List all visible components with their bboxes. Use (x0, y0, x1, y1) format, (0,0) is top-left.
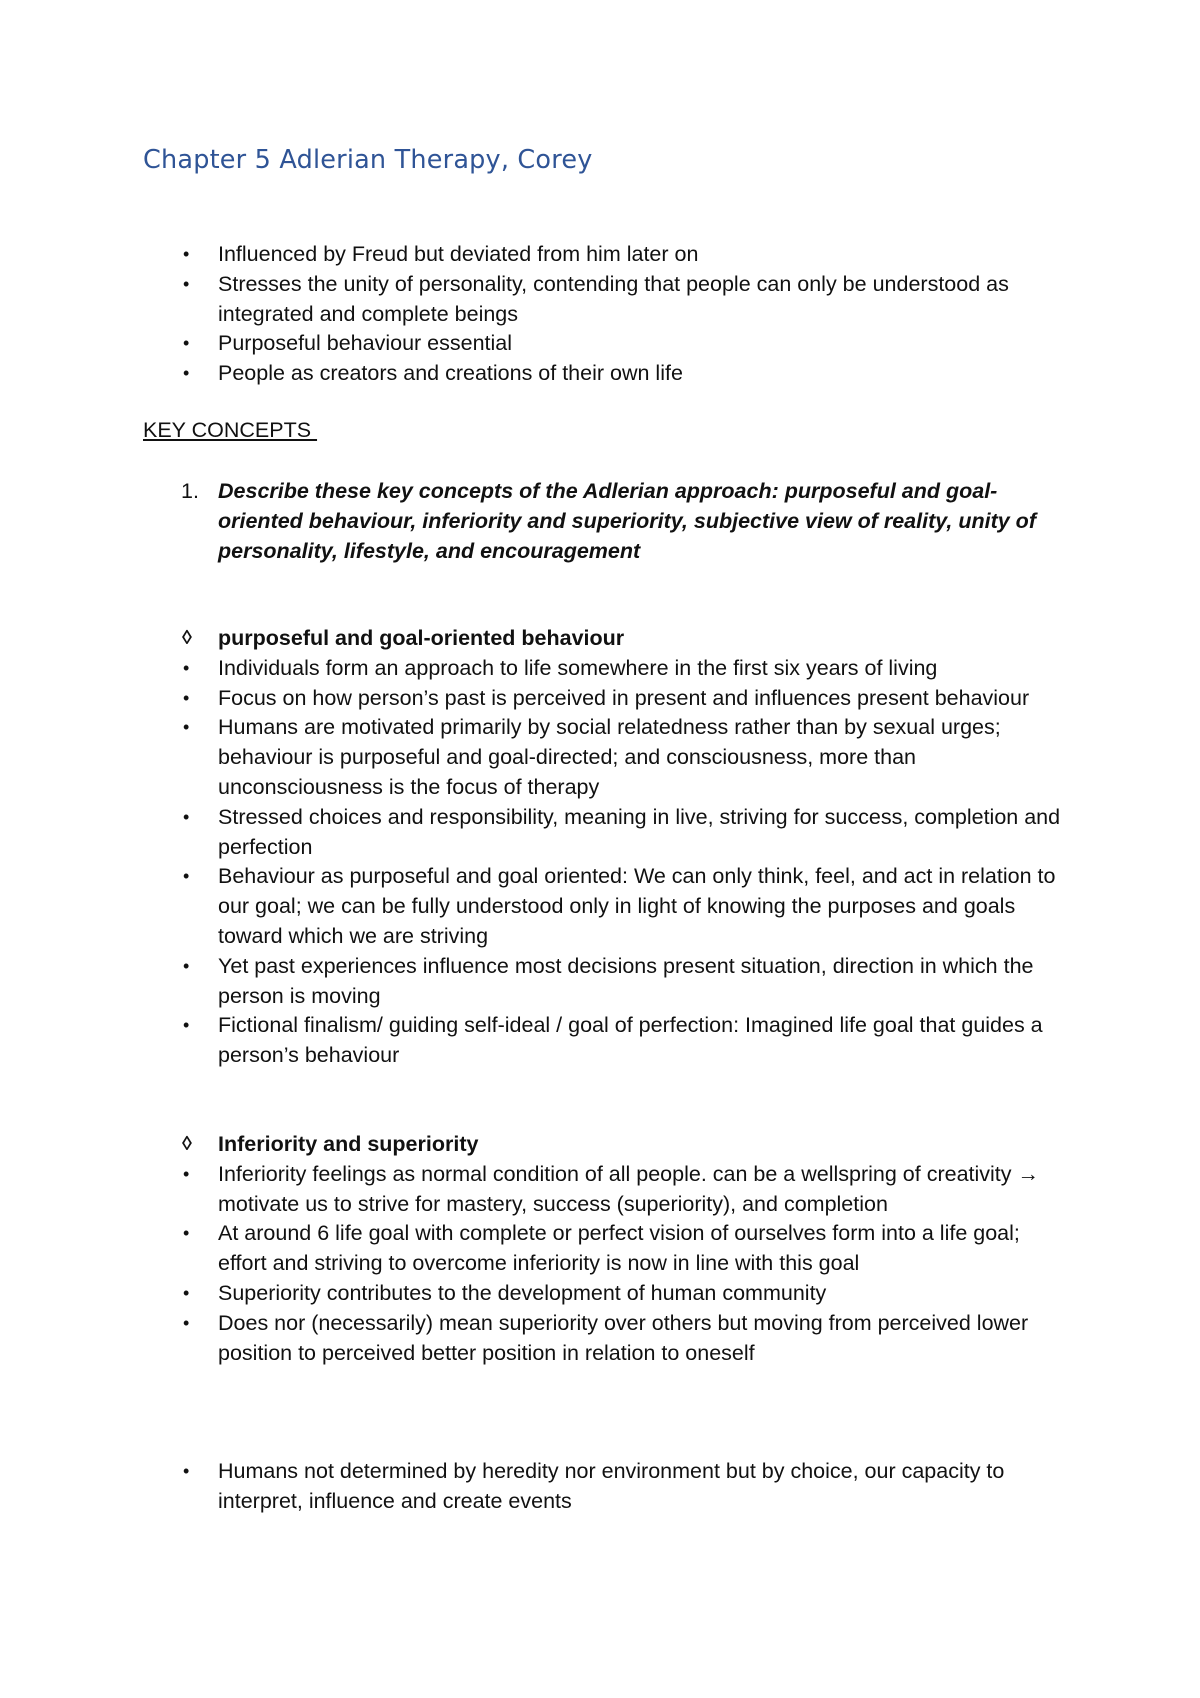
section-heading-key-concepts: KEY CONCEPTS (143, 418, 318, 442)
list-item-text: Behaviour as purposeful and goal oriented: We can only think, feel, and act in relation to our goal; we can be fully understood only in light of knowing the purposes and goals toward which we are striving (218, 864, 1056, 948)
bullet-icon: • (183, 333, 190, 354)
bullet-icon: • (183, 244, 190, 264)
list-item-text: Purposeful behaviour essential (218, 331, 513, 356)
list-item-text: Influenced by Freud but deviated from him later on (218, 242, 699, 266)
list-item-text: At around 6 life goal with complete or perfect vision of ourselves form into a life goal; effort and striving to overcome inferiority is now in line with this goal (218, 1221, 1020, 1276)
list-item (0, 684, 1073, 714)
section-heading-inferiority (0, 1130, 1073, 1160)
list-item-text: Fictional finalism/ guiding self-ideal / goal of perfection: Imagined life goal that guides a person’s behaviour (218, 1013, 1043, 1068)
list-item (0, 240, 1073, 270)
diamond-icon: ◊ (182, 627, 192, 649)
list-item-text: Humans not determined by heredity nor environment but by choice, our capacity to interpret, influence and create events (218, 1459, 1005, 1513)
list-item (0, 359, 1073, 389)
list-item (0, 1160, 1073, 1220)
list-item-text: Focus on how person’s past is perceived in present and influences present behaviour (218, 685, 1030, 710)
list-item (0, 1309, 1073, 1369)
list-item-text: Inferiority feelings as normal condition of all people. can be a wellspring of creativity → motivate us to strive for mastery, success (superiority), and completion (218, 1161, 1039, 1216)
numbered-item-text: Describe these key concepts of the Adlerian approach: purposeful and goal-oriented behaviour, inferiority and superiority, subjective view of reality, unity of personality, lifestyle, and encouragement (218, 479, 1036, 563)
bullet-icon: • (183, 955, 190, 976)
list-item (0, 1219, 1073, 1279)
bullet-icon: • (183, 1282, 190, 1303)
list-item-text: Stresses the unity of personality, contending that people can only be understood as integrated and complete beings (218, 271, 1009, 326)
bullet-icon: • (183, 657, 190, 678)
list-item (0, 270, 1073, 330)
section-heading-text: Inferiority and superiority (218, 1132, 479, 1156)
bullet-icon: • (183, 1223, 190, 1244)
section-heading-text: purposeful and goal-oriented behaviour (218, 626, 625, 650)
list-item-text: Does nor (necessarily) mean superiority over others but moving from perceived lower position to perceived better position in relation to oneself (218, 1310, 1029, 1365)
list-item (0, 803, 1073, 863)
final-bullet-list (0, 1457, 1073, 1517)
intro-bullet-list (0, 240, 1073, 389)
list-item (0, 1457, 1073, 1517)
list-item-text: Yet past experiences influence most decisions present situation, direction in which the person is moving (218, 953, 1034, 1008)
list-item (0, 329, 1073, 359)
numbered-item (0, 477, 1078, 566)
bullet-icon: • (183, 806, 190, 827)
list-item (0, 713, 1073, 802)
bullet-icon: • (183, 866, 190, 887)
bullet-icon: • (183, 687, 190, 708)
bullet-icon: • (183, 717, 190, 738)
page-title: Chapter 5 Adlerian Therapy, Corey (143, 145, 593, 175)
list-item-text: People as creators and creations of their own life (218, 361, 683, 386)
list-item (0, 862, 1073, 951)
bullet-icon: • (183, 1461, 190, 1481)
section-heading-purposeful (0, 624, 1073, 654)
diamond-icon: ◊ (182, 1133, 192, 1155)
bullet-icon: • (183, 1015, 190, 1036)
item-number: 1. (181, 479, 199, 503)
list-item (0, 1279, 1073, 1309)
bullet-icon: • (183, 363, 190, 384)
list-item (0, 1011, 1073, 1071)
section-purposeful-list (0, 624, 1073, 1071)
section-inferiority-list (0, 1130, 1073, 1368)
bullet-icon: • (183, 273, 190, 294)
bullet-icon: • (183, 1312, 190, 1333)
bullet-icon: • (183, 1163, 190, 1184)
list-item-text: Superiority contributes to the development of human community (218, 1280, 827, 1305)
list-item-text: Individuals form an approach to life somewhere in the first six years of living (218, 655, 938, 680)
list-item-text: Stressed choices and responsibility, meaning in live, striving for success, completion and perfection (218, 804, 1061, 859)
list-item (0, 654, 1073, 684)
numbered-list (0, 477, 1078, 566)
list-item-text: Humans are motivated primarily by social relatedness rather than by sexual urges; behaviour is purposeful and goal-directed; and consciousness, more than unconsciousness is the focus of therapy (218, 715, 1001, 799)
list-item (0, 952, 1073, 1012)
